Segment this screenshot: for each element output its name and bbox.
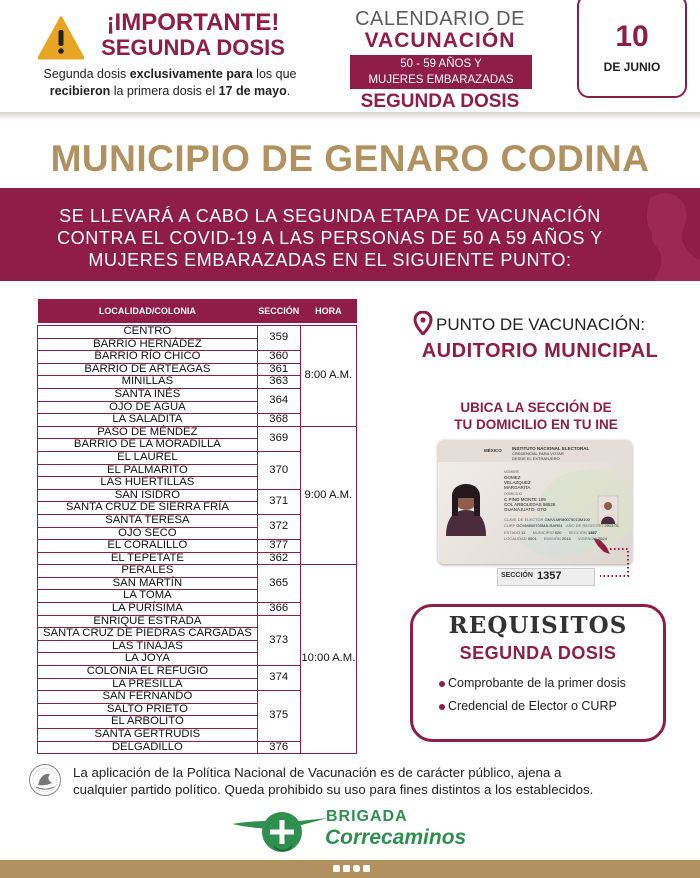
card-codes-row2 [504, 536, 607, 541]
locality-cell: EL LAUREL [38, 451, 258, 464]
instagram-icon [353, 865, 360, 872]
locality-cell: EL CORALILLO [38, 540, 258, 553]
section-cell: 375 [257, 691, 300, 741]
locality-cell: LAS TINAJAS [38, 640, 258, 653]
locality-cell: SANTA GERTRUDIS [38, 729, 258, 742]
section-cell: 365 [257, 565, 300, 603]
card-address-line: GUANAJUATO, GTO [504, 507, 547, 512]
calendar-dose: SEGUNDA DOSIS [360, 91, 520, 112]
banner-line: CONTRA EL COVID-19 A LAS PERSONAS DE 50 A 59 AÑOS Y [57, 228, 603, 248]
location-pin-icon [413, 311, 433, 335]
section-cell: 370 [257, 451, 300, 489]
card-year [566, 523, 619, 528]
date-month: DE JUNIO [603, 60, 661, 74]
calendar-group-badge [350, 55, 532, 89]
card-mun-label: MUNICIPIO [532, 530, 554, 535]
card-key-value: GMVLMR80075013M100 [544, 517, 590, 522]
card-mun-value: 020 [554, 530, 562, 535]
locality-cell: DELGADILLO [38, 741, 258, 754]
card-issue-label: EMISIÓN [543, 536, 561, 541]
calendar-group-line2: MUJERES EMBARAZADAS [368, 74, 514, 86]
locality-cell: BARRIO DE LA MORADILLA [38, 439, 258, 452]
locality-cell: LA SALADITA [38, 414, 258, 427]
locality-cell: LA PRESILLA [38, 678, 258, 691]
section-cell: 374 [257, 666, 300, 691]
locality-cell: ENRIQUE ESTRADA [38, 615, 258, 628]
locality-cell: BARRIO DE ARTEAGAS [38, 363, 258, 376]
section-cell: 364 [257, 388, 300, 413]
ine-instruction [430, 399, 642, 433]
locality-cell: SANTA CRUZ DE PIEDRAS CARGADAS [38, 628, 258, 641]
brand-line2: Correcaminos [325, 826, 467, 849]
alert-note: Segunda dosis exclusivamente para los que recibieron la primera dosis el 17 de mayo. [43, 67, 297, 98]
card-state-value: 11 [521, 530, 526, 535]
card-key-label: CLAVE DE ELECTOR [504, 517, 544, 522]
warning-icon [38, 16, 84, 60]
section-cell: 362 [257, 552, 300, 565]
card-doc: CREDENCIAL PARA VOTAR [512, 451, 564, 456]
ine-instruction-line: UBICA LA SECCIÓN DE [460, 400, 612, 415]
section-cell: 371 [257, 489, 300, 514]
banner-line: SE LLEVARÁ A CABO LA SEGUNDA ETAPA DE VACUNACIÓN [59, 206, 601, 226]
locality-cell: LA JOYA [38, 653, 258, 666]
location-value: AUDITORIO MUNICIPAL [421, 340, 659, 362]
locality-cell: MINILLAS [38, 376, 258, 389]
locality-cell: LA PURÍSIMA [38, 603, 258, 616]
disclaimer-line: cualquier partido político. Queda prohibido su uso para fines distintos a los establecidos. [73, 782, 594, 797]
time-cell: 9:00 A.M. [300, 426, 356, 565]
section-cell: 373 [257, 615, 300, 665]
card-name-line: MARGARITA [504, 485, 531, 490]
locality-cell: LA TOMA [38, 590, 258, 603]
section-tag-value: 1357 [537, 570, 562, 582]
locality-cell: SANTA CRUZ DE SIERRA FRÍA [38, 502, 258, 515]
requirement-item: Credencial de Elector o CURP [448, 699, 617, 713]
header-divider [0, 112, 700, 120]
time-cell: 8:00 A.M. [300, 326, 356, 427]
section-cell: 369 [257, 426, 300, 451]
calendar-title: CALENDARIO DE [355, 8, 525, 30]
calendar-group-line1: 50 - 59 AÑOS Y [400, 58, 482, 70]
card-name-line: GOMEZ [504, 475, 521, 480]
locality-cell: EL TEPETATE [38, 552, 258, 565]
table-header-row [38, 299, 357, 323]
locality-cell: CENTRO [38, 326, 258, 339]
bullet-icon [439, 681, 445, 687]
section-cell: 360 [257, 351, 300, 364]
section-cell: 366 [257, 603, 300, 616]
locality-cell: PASO DE MÉNDEZ [38, 426, 258, 439]
locality-cell: LAS HUERTILLAS [38, 477, 258, 490]
section-cell: 376 [257, 741, 300, 754]
card-valid-label: VIGENCIA [577, 536, 597, 541]
legal-disclaimer [73, 764, 683, 798]
twitter-icon [343, 865, 350, 872]
locality-cell: BARRIO RÍO CHICO [38, 351, 258, 364]
locality-cell: BARRIO HERNÁDEZ [38, 338, 258, 351]
card-loc-value: 0001 [527, 536, 537, 541]
banner-line: MUJERES EMBARAZADAS EN EL SIGUIENTE PUNTO: [88, 250, 572, 270]
card-address-line: COL ARBOLEDAS 58526 [504, 502, 556, 507]
date-day: 10 [615, 20, 649, 53]
section-cell: 377 [257, 540, 300, 553]
card-year-label: AÑO DE REGISTRO [566, 523, 604, 528]
government-seal-icon [28, 763, 62, 797]
alert-title: ¡IMPORTANTE! [106, 9, 280, 36]
card-codes-row1 [504, 530, 597, 535]
table-row [38, 565, 357, 578]
facebook-icon [333, 865, 340, 872]
header-section: SECCIÓN [257, 299, 300, 323]
card-section-value: 1357 [587, 530, 597, 535]
section-cell: 361 [257, 363, 300, 376]
card-curp-value: GOVM800705MJLRAR04 [516, 523, 563, 528]
municipality-title: MUNICIPIO DE GENARO CODINA [50, 138, 650, 179]
card-valid-value: 2024 [597, 536, 607, 541]
table-row [38, 326, 357, 339]
alert-subtitle: SEGUNDA DOSIS [101, 35, 285, 60]
ine-card-illustration [438, 440, 632, 564]
locality-cell: SANTA TERESA [38, 514, 258, 527]
locality-cell: EL ARBOLITO [38, 716, 258, 729]
section-cell: 359 [257, 326, 300, 351]
card-sub: DESDE EL EXTRANJERO [512, 456, 560, 461]
brand-line1: BRIGADA [326, 808, 408, 825]
requirements-subtitle: SEGUNDA DOSIS [459, 643, 617, 663]
section-cell: 363 [257, 376, 300, 389]
locality-cell: SANTA INÉS [38, 388, 258, 401]
section-cell: 368 [257, 414, 300, 427]
card-key [504, 517, 590, 522]
card-loc-label: LOCALIDAD [504, 536, 527, 541]
card-curp-label: CURP [504, 523, 516, 528]
disclaimer-line: La aplicación de la Política Nacional de Vacunación es de carácter público, ajena a [73, 765, 562, 780]
calendar-subtitle: VACUNACIÓN [364, 29, 516, 52]
locality-cell: EL PALMARITO [38, 464, 258, 477]
locality-cell: SAN MARTÍN [38, 577, 258, 590]
locality-cell: OJO SECO [38, 527, 258, 540]
ine-instruction-line: TU DOMICILIO EN TU INE [454, 417, 618, 432]
schedule-table [37, 299, 357, 754]
header-locality: LOCALIDAD/COLONIA [38, 299, 258, 323]
time-cell: 10:00 A.M. [300, 565, 356, 754]
location-label: PUNTO DE VACUNACIÓN: [436, 315, 646, 334]
card-name-line: VELAZQUEZ [504, 480, 531, 485]
locality-cell: SAN FERNANDO [38, 691, 258, 704]
card-address [504, 497, 555, 512]
card-institute: INSTITUTO NACIONAL ELECTORAL [512, 446, 590, 451]
card-address-label: DOMICILIO [504, 492, 523, 496]
card-state-label: ESTADO [504, 530, 521, 535]
table-row [38, 426, 357, 439]
card-address-line: C PINO MONTE 109 [504, 497, 546, 502]
requirements-title: REQUISITOS [448, 612, 628, 639]
card-name [504, 475, 531, 490]
card-issue-value: 2014 [561, 536, 571, 541]
card-name-label: NOMBRE [504, 470, 520, 474]
youtube-icon [363, 865, 370, 872]
card-section-label: SECCIÓN [568, 530, 587, 535]
section-cell: 372 [257, 514, 300, 539]
locality-cell: SAN ISIDRO [38, 489, 258, 502]
header-time: HORA [300, 299, 356, 323]
social-icons [332, 864, 372, 874]
requirement-item: Comprobante de la primer dosis [448, 676, 626, 690]
section-tag-label: SECCIÓN [501, 572, 533, 579]
card-curp [504, 523, 562, 528]
locality-cell: COLONIA EL REFUGIO [38, 666, 258, 679]
banner-text [20, 205, 640, 271]
dotted-pointer-icon [600, 548, 634, 580]
card-country: MÉXICO [484, 448, 502, 453]
locality-cell: SALTO PRIETO [38, 703, 258, 716]
locality-cell: PERALES [38, 565, 258, 578]
brigada-logo-icon [230, 804, 330, 856]
bullet-icon [439, 704, 445, 710]
locality-cell: OJO DE AGUA [38, 401, 258, 414]
card-year-value: 2013 01 [604, 523, 619, 528]
